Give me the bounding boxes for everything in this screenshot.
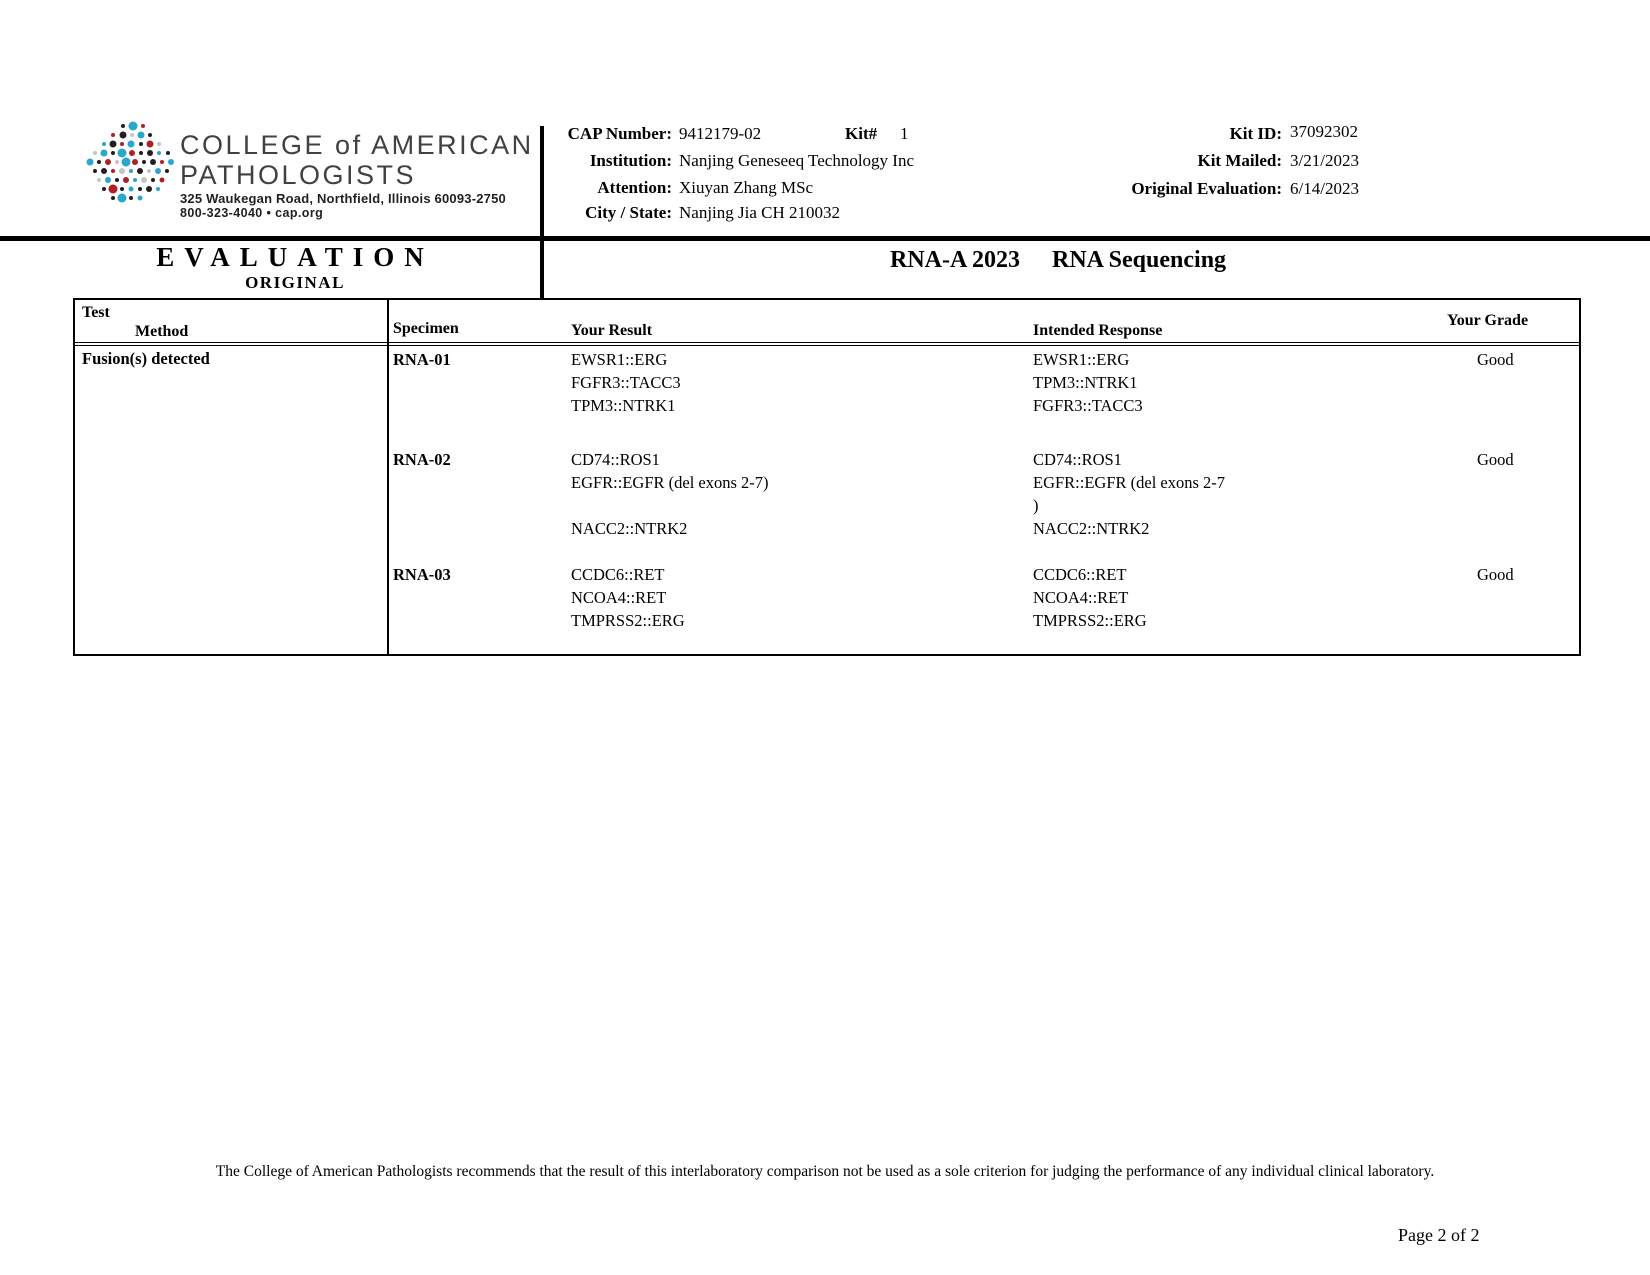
specimen-id: RNA-02 — [393, 450, 451, 469]
org-address: 325 Waukegan Road, Northfield, Illinois 60093-2750 — [180, 191, 506, 206]
evaluation-title: EVALUATION — [156, 242, 434, 272]
table-header-divider — [75, 342, 1579, 346]
result-line: TMPRSS2::ERG — [571, 611, 685, 630]
intended-line: TPM3::NTRK1 — [1033, 373, 1138, 392]
cap-logo-dots-icon — [83, 120, 179, 208]
results-table — [73, 298, 1581, 656]
intended-line: CCDC6::RET — [1033, 565, 1127, 584]
col-header-test: Test — [82, 304, 110, 321]
original-evaluation-value: 6/14/2023 — [1290, 179, 1359, 198]
cap-number-value: 9412179-02 — [679, 124, 762, 143]
col-header-intended-response: Intended Response — [1033, 322, 1163, 339]
intended-line: TMPRSS2::ERG — [1033, 611, 1147, 630]
grade-value: Good — [1477, 450, 1514, 469]
result-line: CD74::ROS1 — [571, 450, 660, 469]
cap-number-label: CAP Number: — [567, 124, 672, 143]
your-result-lines — [571, 448, 769, 540]
org-phone-web: 800-323-4040 • cap.org — [180, 206, 324, 220]
intended-response-lines — [1033, 563, 1147, 632]
intended-response-lines — [1033, 348, 1143, 417]
intended-line: ) — [1033, 496, 1039, 515]
org-name-line2: PATHOLOGISTS — [180, 160, 417, 190]
col-header-your-grade: Your Grade — [1447, 312, 1529, 329]
kit-mailed-value: 3/21/2023 — [1290, 151, 1359, 170]
intended-line: EGFR::EGFR (del exons 2-7 — [1033, 473, 1226, 492]
intended-line: FGFR3::TACC3 — [1033, 396, 1143, 415]
org-name-line1: COLLEGE of AMERICAN — [180, 130, 534, 160]
intended-line: CD74::ROS1 — [1033, 450, 1122, 469]
result-line: FGFR3::TACC3 — [571, 373, 681, 392]
your-result-lines — [571, 563, 685, 632]
kit-mailed-label: Kit Mailed: — [1197, 151, 1282, 170]
col-header-specimen: Specimen — [393, 320, 459, 337]
page-number: Page 2 of 2 — [1398, 1225, 1480, 1245]
kit-id-label: Kit ID: — [1229, 124, 1282, 143]
intended-line: NACC2::NTRK2 — [1033, 519, 1150, 538]
program-name: RNA Sequencing — [1052, 247, 1227, 273]
specimen-id: RNA-03 — [393, 565, 451, 584]
attention-value: Xiuyan Zhang MSc — [679, 178, 814, 197]
institution-value: Nanjing Geneseeq Technology Inc — [679, 151, 915, 170]
col-header-your-result: Your Result — [571, 322, 653, 339]
table-column-divider — [387, 300, 389, 654]
attention-label: Attention: — [597, 178, 672, 197]
intended-response-lines — [1033, 448, 1225, 540]
result-line: CCDC6::RET — [571, 565, 665, 584]
kit-id-value: 37092302 — [1290, 122, 1358, 141]
city-state-value: Nanjing Jia CH 210032 — [679, 203, 841, 222]
kit-number-value: 1 — [900, 124, 909, 143]
your-result-lines — [571, 348, 681, 417]
intended-line: NCOA4::RET — [1033, 588, 1129, 607]
city-state-label: City / State: — [585, 203, 672, 222]
program-code: RNA-A 2023 — [890, 247, 1020, 273]
original-evaluation-label: Original Evaluation: — [1131, 179, 1282, 198]
grade-value: Good — [1477, 565, 1514, 584]
result-line: NACC2::NTRK2 — [571, 519, 688, 538]
specimen-id: RNA-01 — [393, 350, 451, 369]
footer-disclaimer: The College of American Pathologists recommends that the result of this interlaboratory comparison not be used as a sole criterion for judging the performance of any individual clinical laboratory. — [215, 1163, 1435, 1180]
col-header-method: Method — [135, 323, 189, 340]
result-line — [571, 494, 769, 517]
evaluation-subtitle: ORIGINAL — [245, 273, 345, 292]
test-method: Fusion(s) detected — [82, 349, 210, 368]
grade-value: Good — [1477, 350, 1514, 369]
header-horizontal-rule — [0, 236, 1650, 241]
result-line: EGFR::EGFR (del exons 2-7) — [571, 473, 769, 492]
kit-number-label: Kit# — [845, 124, 878, 143]
result-line: TPM3::NTRK1 — [571, 396, 676, 415]
result-line: NCOA4::RET — [571, 588, 667, 607]
intended-line: EWSR1::ERG — [1033, 350, 1130, 369]
institution-label: Institution: — [589, 151, 672, 170]
program-title — [890, 247, 1226, 274]
result-line: EWSR1::ERG — [571, 350, 668, 369]
